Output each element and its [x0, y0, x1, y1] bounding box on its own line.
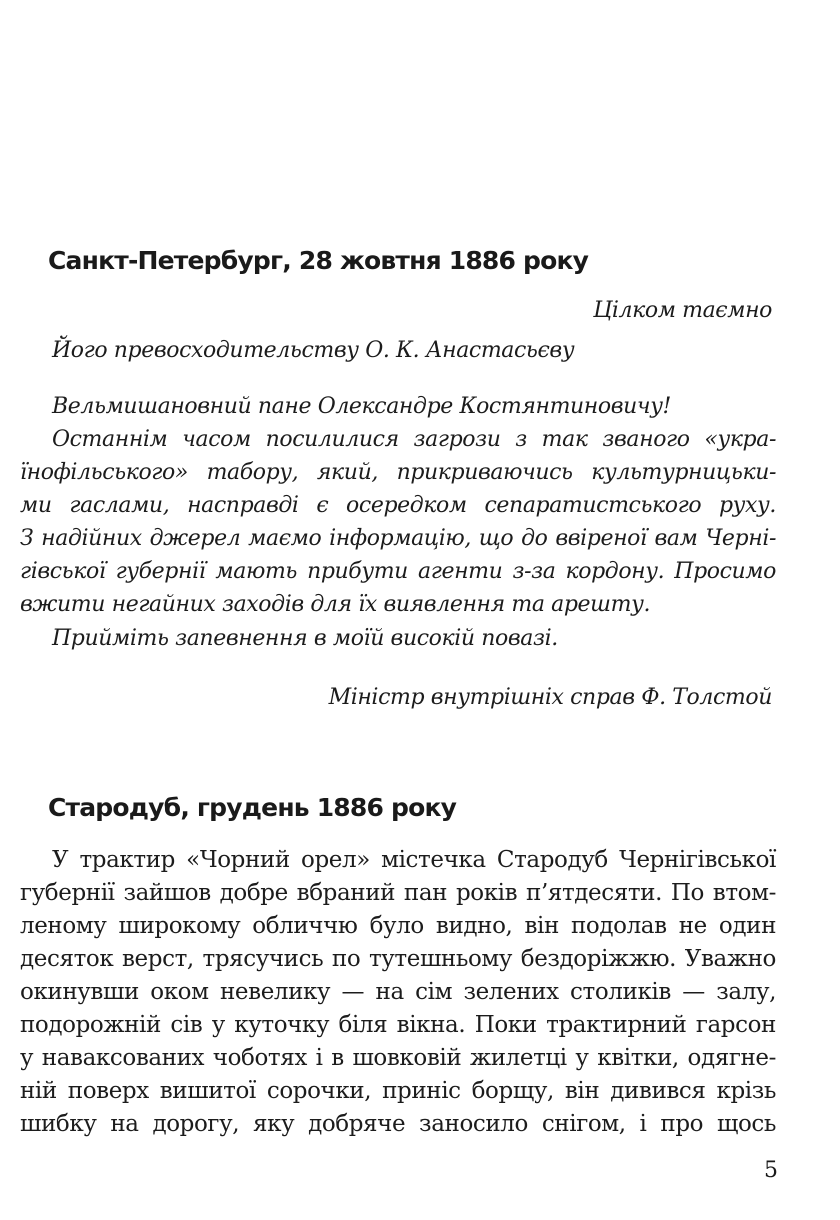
letter-addressee: Його превосходительству О. К. Анастасьєву	[52, 338, 575, 363]
body-line: леному широкому обличчю було видно, він подолав не один	[20, 913, 776, 939]
letter-signature: Міністр внутрішніх справ Ф. Толстой	[328, 685, 772, 710]
page-number: 5	[764, 1158, 778, 1183]
body-line: подорожній сів у куточку біля вікна. Поки трактирний гарсон	[20, 1012, 776, 1038]
body-line: губернії зайшов добре вбраний пан років п’ятдесяти. По втом-	[20, 880, 776, 906]
letter-line: вжити негайних заходів для їх виявлення та арешту.	[20, 592, 651, 617]
letter-line: Останнім часом посилилися загрози з так званого «укра-	[52, 427, 776, 452]
letter-line: гівської губернії мають прибути агенти з-за кордону. Просимо	[20, 559, 776, 584]
body-line: окинувши оком невелику — на сім зелених столиків — залу,	[20, 979, 776, 1005]
body-line: у наваксованих чоботях і в шовковій жилетці у квітки, одягне-	[20, 1045, 776, 1071]
body-line: десяток верст, трясучись по тутешньому бездоріжжю. Уважно	[20, 946, 776, 972]
letter-closing: Прийміть запевнення в моїй високій повазі.	[52, 626, 558, 651]
section-heading-starodub: Стародуб, грудень 1886 року	[48, 793, 457, 822]
body-line: ній поверх вишитої сорочки, приніс борщу, він дивився крізь	[20, 1078, 776, 1104]
classification-label: Цілком таємно	[593, 298, 772, 323]
letter-line: З надійних джерел маємо інформацію, що до ввіреної вам Черні-	[20, 526, 776, 551]
letter-line: ми гаслами, насправді є осередком сепаратистського руху.	[20, 493, 776, 518]
letter-line: їнофільського» табору, який, прикриваючись культурницьки-	[20, 460, 776, 485]
body-line: шибку на дорогу, яку добряче заносило снігом, і про щось	[20, 1111, 776, 1137]
section-heading-petersburg: Санкт-Петербург, 28 жовтня 1886 року	[48, 246, 589, 275]
letter-greeting: Вельмишановний пане Олександре Костянтиновичу!	[52, 394, 671, 419]
body-line: У трактир «Чорний орел» містечка Стародуб Чернігівської	[52, 847, 776, 873]
